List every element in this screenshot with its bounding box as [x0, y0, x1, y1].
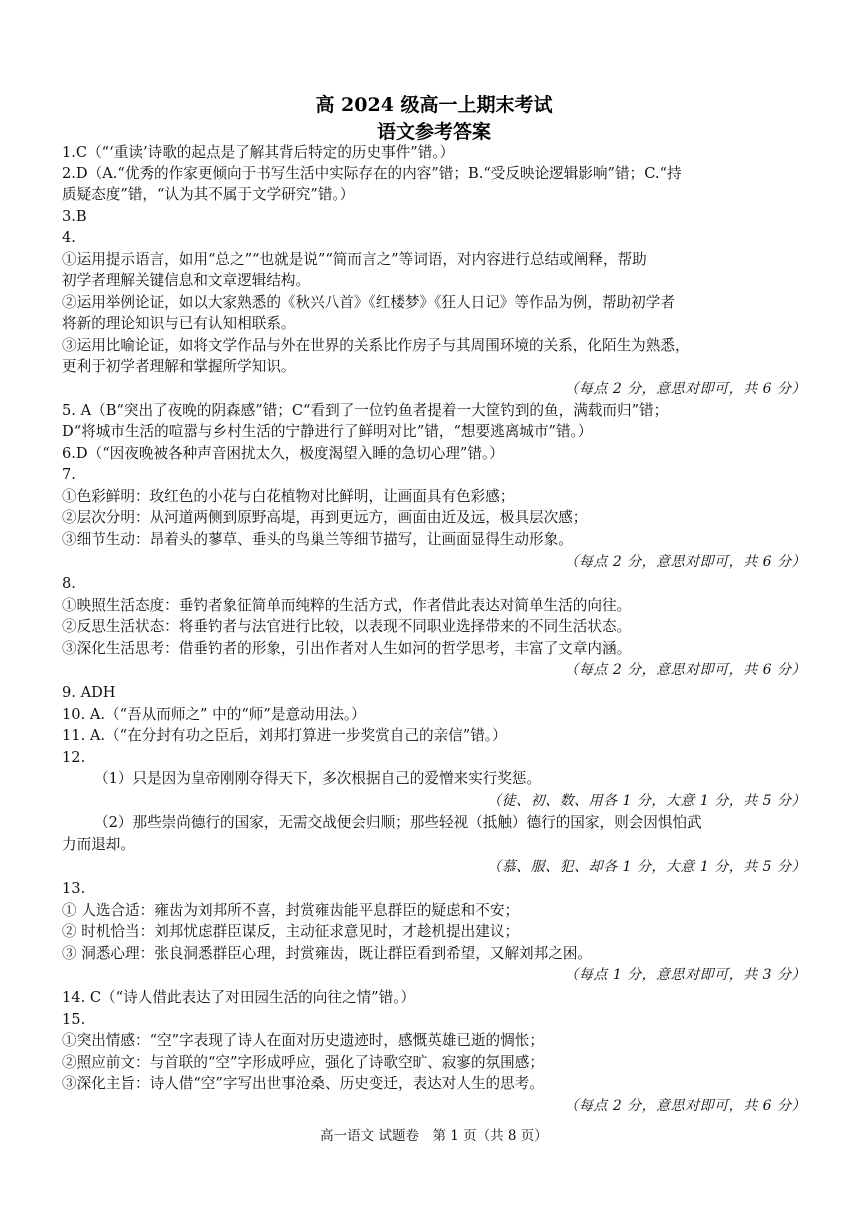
answer-2-line-1: 2.D（A.“优秀的作家更倾向于书写生活中实际存在的内容”错；B.“受反映论逻辑影响”错；C.“持	[62, 165, 682, 182]
answer-7-scoring-note: （每点 2 分，意思对即可，共 6 分）	[564, 554, 806, 570]
answer-15-point-2: ②照应前文：与首联的“空”字形成呼应，强化了诗歌空旷、寂寥的氛围感；	[62, 1054, 544, 1071]
answer-key-subtitle: 语文参考答案	[376, 121, 491, 143]
exam-title: 高 2024 级高一上期末考试	[315, 94, 553, 116]
answer-8-point-1: ①映照生活态度：垂钓者象征简单而纯粹的生活方式，作者借此表达对简单生活的向往。	[62, 597, 632, 614]
answer-11: 11. A.（“在分封有功之臣后，刘邦打算进一步奖赏自己的亲信”错。）	[62, 727, 507, 744]
answer-8-point-2: ②反思生活状态：将垂钓者与法官进行比较，以表现不同职业选择带来的不同生活状态。	[62, 618, 632, 635]
answer-3: 3.B	[62, 208, 87, 225]
answer-8-point-3: ③深化生活思考：借垂钓者的形象，引出作者对人生如河的哲学思考，丰富了文章内涵。	[62, 640, 632, 657]
answer-4-scoring-note: （每点 2 分，意思对即可，共 6 分）	[564, 381, 806, 397]
answer-7-number: 7.	[62, 466, 76, 483]
answer-14: 14. C（“诗人借此表达了对田园生活的向往之情”错。）	[62, 989, 416, 1006]
answer-6: 6.D（“因夜晚被各种声音困扰太久，极度渴望入睡的急切心理”错。）	[62, 445, 504, 462]
answer-9: 9. ADH	[62, 684, 116, 701]
answer-12-number: 12.	[62, 749, 86, 766]
answer-4-point-1-line-2: 初学者理解关键信息和文章逻辑结构。	[62, 272, 311, 289]
answer-2-line-2: 质疑态度”错，“认为其不属于文学研究”错。）	[62, 186, 355, 203]
answer-13-point-2: ② 时机恰当：刘邦忧虑群臣谋反，主动征求意见时，才趁机提出建议；	[62, 923, 520, 940]
answer-15-point-1: ①突出情感：“空”字表现了诗人在面对历史遗迹时，感慨英雄已逝的惆怅；	[62, 1032, 544, 1049]
answer-13-point-1: ① 人选合适：雍齿为刘邦所不喜，封赏雍齿能平息群臣的疑虑和不安；	[62, 902, 520, 919]
answer-7-point-1: ①色彩鲜明：玫红色的小花与白花植物对比鲜明，让画面具有色彩感；	[62, 488, 515, 505]
answer-15-scoring-note: （每点 2 分，意思对即可，共 6 分）	[564, 1098, 806, 1114]
answer-4-point-3-line-1: ③运用比喻论证，如将文学作品与外在世界的关系比作房子与其周围环境的关系，化陌生为熟悉，	[62, 337, 690, 354]
answer-13-scoring-note: （每点 1 分，意思对即可，共 3 分）	[564, 967, 806, 983]
answer-7-point-3: ③细节生动：昂着头的蓼草、垂头的鸟巢兰等细节描写，让画面显得生动形象。	[62, 531, 573, 548]
answer-12-part-1-scoring-note: （徒、初、数、用各 1 分，大意 1 分，共 5 分）	[487, 793, 806, 809]
answer-13-number: 13.	[62, 880, 86, 897]
answer-12-part-2-scoring-note: （慕、服、犯、却各 1 分，大意 1 分，共 5 分）	[487, 859, 806, 875]
answer-15-number: 15.	[62, 1011, 86, 1028]
answer-4-point-2-line-2: 将新的理论知识与已有认知相联系。	[62, 315, 296, 332]
answer-12-part-2-line-1: （2）那些崇尚德行的国家，无需交战便会归顺；那些轻视（抵触）德行的国家，则会因惧怕武	[94, 814, 702, 831]
answer-4-point-3-line-2: 更利于初学者理解和掌握所学知识。	[62, 358, 296, 375]
answer-12-part-1: （1）只是因为皇帝刚刚夺得天下，多次根据自己的爱憎来实行奖惩。	[94, 770, 542, 787]
answer-10: 10. A.（“吾从而师之” 中的“师”是意动用法。）	[62, 706, 366, 723]
answer-4-point-2-line-1: ②运用举例论证，如以大家熟悉的《秋兴八首》《红楼梦》《狂人日记》等作品为例，帮助初学者	[62, 294, 675, 311]
answer-4-number: 4.	[62, 229, 76, 246]
answer-13-point-3: ③ 洞悉心理：张良洞悉群臣心理，封赏雍齿，既让群臣看到希望，又解刘邦之困。	[62, 945, 593, 962]
answer-7-point-2: ②层次分明：从河道两侧到原野高堤，再到更远方，画面由近及远，极具层次感；	[62, 509, 588, 526]
answer-8-number: 8.	[62, 575, 76, 592]
answer-15-point-3: ③深化主旨：诗人借“空”字写出世事沧桑、历史变迁，表达对人生的思考。	[62, 1075, 544, 1092]
answer-1: 1.C（“‘重读’诗歌的起点是了解其背后特定的历史事件”错。）	[62, 144, 455, 161]
answer-4-point-1-line-1: ①运用提示语言，如用“总之”“也就是说”“简而言之”等词语，对内容进行总结或阐释，帮助	[62, 251, 647, 268]
answer-12-part-2-line-2: 力而退却。	[62, 836, 135, 853]
answer-5-line-2: D“将城市生活的喧嚣与乡村生活的宁静进行了鲜明对比”错，“想要逃离城市”错。）	[62, 423, 593, 440]
answer-8-scoring-note: （每点 2 分，意思对即可，共 6 分）	[564, 662, 806, 678]
answer-5-line-1: 5. A（B“突出了夜晚的阴森感”错；C“看到了一位钓鱼者提着一大筐钓到的鱼，满载而归”错；	[62, 402, 669, 419]
page-footer: 高一语文 试题卷 第 1 页（共 8 页）	[320, 1128, 548, 1144]
